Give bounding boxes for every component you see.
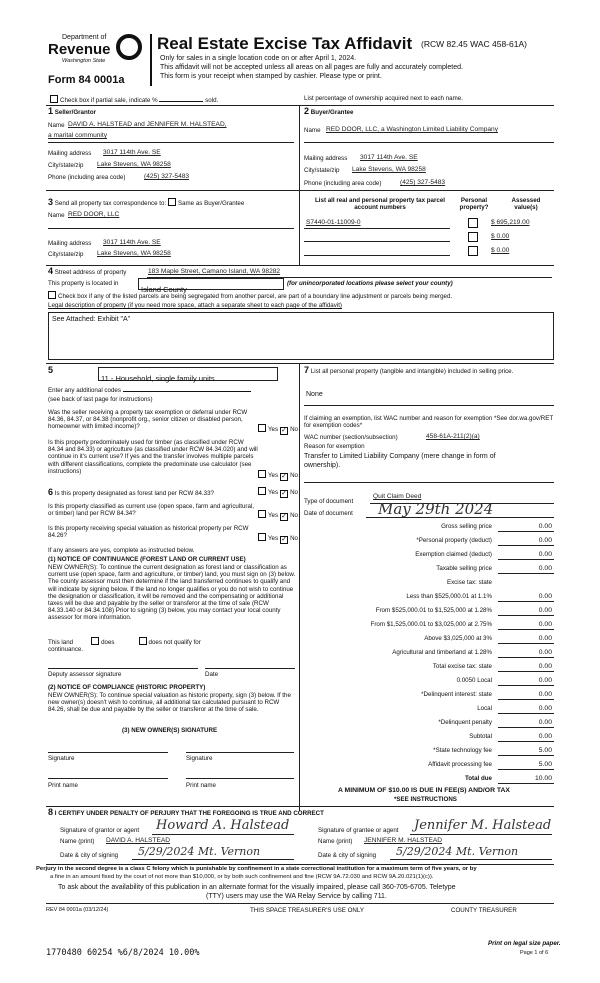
dept-line3: Washington State bbox=[62, 58, 106, 64]
tax-row-rule bbox=[498, 713, 554, 714]
buyer-mailing-label: Mailing address bbox=[304, 155, 348, 162]
seller-name-label: Name bbox=[48, 122, 65, 129]
grantee-sig-rule bbox=[410, 834, 552, 835]
grantor-sig-label: Signature of grantor or agent bbox=[60, 827, 140, 834]
assessed-value-1[interactable]: $ 695,219.00 bbox=[491, 219, 530, 226]
s7-pp-value[interactable]: None bbox=[306, 391, 323, 398]
continuance-label: continuance. bbox=[48, 646, 84, 653]
tax-row-value[interactable]: 5.00 bbox=[538, 747, 552, 754]
county-select[interactable] bbox=[138, 278, 284, 294]
header-divider bbox=[150, 34, 152, 86]
section5-number: 5 bbox=[48, 365, 54, 375]
q-exemption-answer: Yes✓ No bbox=[258, 424, 298, 435]
rule-below-sec4 bbox=[46, 363, 554, 364]
tax-row-label: *Personal property (deduct) bbox=[416, 537, 492, 544]
tax-row-label: *Delinquent interest: state bbox=[421, 691, 492, 698]
tax-row-value[interactable]: 0.00 bbox=[538, 537, 552, 544]
tax-row-label: Affidavit processing fee bbox=[428, 761, 492, 768]
partial-sale-row bbox=[50, 95, 218, 104]
tax-row-value[interactable]: 0.00 bbox=[538, 719, 552, 726]
doc-date-rule bbox=[366, 517, 554, 518]
seller-name-line2[interactable]: a marital community bbox=[48, 132, 107, 139]
seller-phone-label: Phone (including area code) bbox=[48, 174, 126, 181]
seller-rule1 bbox=[48, 142, 294, 143]
tax-row-rule bbox=[498, 699, 554, 700]
q-timber-text: Is this property predominately used for timber (as classified under RCW 84.34 and 84.33) or agriculture (as classified under RCW 84.34.020) and will continue in it's current use? If yes and the transfer involves multiple parcels with different classifications, complete the predominate use calculator (see instructions) bbox=[48, 439, 258, 475]
section3-heading: 3 Send all property tax correspondence to: Same as Buyer/Grantee bbox=[48, 197, 245, 207]
tax-row-rule bbox=[498, 657, 554, 658]
corr-mailing-label: Mailing address bbox=[48, 240, 92, 247]
access-line2: (TTY) users may use the WA Relay Service by calling 711. bbox=[206, 893, 387, 900]
tax-row-value[interactable]: 0.00 bbox=[538, 705, 552, 712]
rev-number: REV 84 0001a (03/12/24) bbox=[46, 907, 109, 913]
tax-row-value[interactable]: 0.00 bbox=[538, 593, 552, 600]
minimum-note: A MINIMUM OF $10.00 IS DUE IN FEE(S) AND/OR TAX bbox=[338, 787, 510, 794]
tax-row-value[interactable]: 0.00 bbox=[538, 607, 552, 614]
form-title: Real Estate Excise Tax Affidavit bbox=[157, 34, 413, 53]
tax-row-rule bbox=[498, 573, 554, 574]
tax-row-value[interactable]: 0.00 bbox=[538, 691, 552, 698]
tax-row-label: Local bbox=[477, 705, 492, 712]
land-use-code-select[interactable] bbox=[98, 367, 278, 381]
tax-row-label: *Delinquent penalty bbox=[438, 719, 492, 726]
reason-label: Reason for exemption bbox=[304, 443, 365, 450]
reason-rule bbox=[304, 482, 554, 483]
notice1-body: NEW OWNER(S): To continue the current designation as forest land or classification as current use (open space, farm and agriculture, or timber) land, you must sign on (3) below. The county assessor must then determine if the land transferred continues to qualify and will indicate by signing below. If the land no longer qualifies or you do not wish to continue the designation or classification, it will be removed and the compensating or additional taxes will be due and payable by the seller or transferor at the time of sale (RCW 84.33.140 or 84.34.108) Prior to signing (3) below, you may contact your local county assessor for more information. bbox=[48, 564, 296, 622]
seller-phone-field[interactable]: (425) 327-5483 bbox=[144, 173, 190, 180]
grantee-date-label: Date & city of signing bbox=[318, 852, 377, 859]
tax-row-label: Exemption claimed (deduct) bbox=[415, 551, 492, 558]
rule-footer bbox=[46, 864, 554, 865]
assessed-value-2[interactable]: $ 0.00 bbox=[491, 233, 510, 240]
parcel-rule1 bbox=[304, 228, 450, 229]
grantor-date-field[interactable]: 5/29/2024 Mt. Vernon bbox=[138, 845, 261, 858]
does-checkbox[interactable] bbox=[91, 637, 99, 645]
section4-street-row: 4 Street address of property bbox=[48, 266, 127, 276]
buyer-rule1 bbox=[304, 142, 554, 143]
deputy-date-line bbox=[205, 668, 295, 669]
pp-rule bbox=[304, 405, 554, 406]
tax-row-value[interactable]: 0.00 bbox=[538, 733, 552, 740]
buyer-mailing-field[interactable]: 3017 114th Ave. SE bbox=[360, 154, 418, 161]
grantor-name-label: Name (print) bbox=[60, 838, 95, 845]
tax-row-value[interactable]: 0.00 bbox=[538, 663, 552, 670]
partial-sale-field[interactable] bbox=[159, 101, 203, 102]
grantee-signature[interactable]: Jennifer M. Halstead bbox=[414, 818, 552, 833]
section1-heading: 1 Seller/Grantor bbox=[48, 106, 97, 116]
form-number: Form 84 0001a bbox=[48, 74, 125, 86]
tax-row-label: Excise tax: state bbox=[446, 579, 492, 586]
grantee-name-label: Name (print) bbox=[318, 838, 353, 845]
owner-sig-line1 bbox=[48, 752, 168, 753]
doc-date-label: Date of document bbox=[304, 510, 353, 517]
tax-row-rule bbox=[498, 783, 554, 784]
doc-date-field[interactable]: May 29th 2024 bbox=[378, 500, 494, 518]
county-treasurer: COUNTY TREASURER bbox=[451, 907, 517, 914]
s6-q1-yes[interactable] bbox=[258, 487, 266, 495]
additional-codes-label: Enter any additional codes bbox=[48, 387, 251, 394]
corr-rule1 bbox=[48, 228, 294, 229]
personal-property-checkbox-1[interactable] bbox=[468, 218, 478, 228]
parcel-rule2 bbox=[304, 241, 450, 242]
tax-row-value[interactable]: 0.00 bbox=[538, 677, 552, 684]
dor-swirl-icon bbox=[116, 34, 142, 60]
access-line1: To ask about the availability of this publication in an alternate format for the visually impaired, please call 360-705-6705. Teletype bbox=[58, 884, 456, 891]
tax-row-value[interactable]: 0.00 bbox=[538, 523, 552, 530]
q-timber-no[interactable] bbox=[280, 473, 288, 481]
parcel-rule3 bbox=[304, 255, 450, 256]
tax-row-rule bbox=[498, 545, 554, 546]
buyer-phone-field[interactable]: (425) 327-5483 bbox=[400, 179, 446, 186]
owner-sig-label1: Signature bbox=[48, 755, 75, 762]
s6-q1-answer: Yes✓ No bbox=[258, 487, 298, 498]
rule-below-parties bbox=[46, 190, 554, 191]
seller-mailing-field[interactable]: 3017 114th Ave. SE bbox=[103, 149, 161, 156]
does-not-checkbox[interactable] bbox=[139, 637, 147, 645]
partial-sale-checkbox[interactable] bbox=[50, 95, 58, 103]
grantee-date-rule bbox=[390, 859, 552, 860]
dept-line2: Revenue bbox=[48, 41, 111, 58]
tax-row-value[interactable]: 0.00 bbox=[538, 621, 552, 628]
s6-q2-answer: Yes✓ No bbox=[258, 510, 298, 521]
tax-row-label: Agricultural and timberland at 1.28% bbox=[392, 649, 492, 656]
tax-row-value[interactable]: 10.00 bbox=[534, 775, 552, 782]
tax-row-value[interactable]: 0.00 bbox=[538, 635, 552, 642]
tax-row-rule bbox=[498, 671, 554, 672]
rule-above-sec8 bbox=[46, 806, 554, 807]
notice2-body: NEW OWNER(S): To continue special valuation as historic property, sign (3) below. If the new owner(s) doesn't wish to continue, all additional tax calculated pursuant to RCW 84.26, shall be due and payable by the seller or transferor at the time of sale. bbox=[48, 692, 291, 714]
personal-column-header: Personal property? bbox=[459, 197, 489, 212]
tax-row-value[interactable]: 0.00 bbox=[538, 551, 552, 558]
buyer-city-label: City/state/zip bbox=[304, 167, 340, 174]
header-sub2: This affidavit will not be accepted unless all areas on all pages are fully and accurately completed. bbox=[160, 64, 463, 71]
grantor-date-label: Date & city of signing bbox=[60, 852, 119, 859]
corr-name-label: Name bbox=[48, 212, 65, 219]
grantor-name-field[interactable]: DAVID A. HALSTEAD bbox=[106, 837, 171, 844]
tax-row-value[interactable]: 5.00 bbox=[538, 761, 552, 768]
list-percentage-note: List percentage of ownership acquired next to each name. bbox=[304, 95, 463, 102]
deputy-date-label: Date bbox=[205, 671, 219, 678]
s6-q3-answer: Yes✓ No bbox=[258, 533, 298, 544]
tax-row-label: Less than $525,000.01 at 1.1% bbox=[406, 593, 492, 600]
doc-type-label: Type of document bbox=[304, 498, 354, 505]
grantee-sig-label: Signature of grantee or agent bbox=[318, 827, 399, 834]
rule-treasurer bbox=[46, 903, 554, 904]
form-title-ref: (RCW 82.45 WAC 458-61A) bbox=[421, 39, 527, 49]
owner-print-line2 bbox=[186, 778, 294, 779]
tax-row-label: Subtotal bbox=[469, 733, 492, 740]
treasurer-use-only: THIS SPACE TREASURER'S USE ONLY bbox=[250, 907, 364, 914]
owner-print-label2: Print name bbox=[186, 782, 216, 789]
buyer-name-field[interactable]: RED DOOR, LLC, a Washington Limited Liability Company bbox=[326, 126, 498, 133]
wac-field[interactable]: 458-61A-211(2)(a) bbox=[426, 433, 480, 440]
assessed-column-header: Assessed value(s) bbox=[511, 197, 541, 212]
tax-row-label: Above $3,025,000 at 3% bbox=[424, 635, 492, 642]
s6-q1-no[interactable] bbox=[280, 490, 288, 498]
wac-label: WAC number (section/subsection) bbox=[304, 434, 398, 441]
cashier-stamp: 1770480 60254 %6/8/2024 10.00% bbox=[46, 948, 200, 958]
this-land-row: This land does does not qualify for bbox=[48, 639, 201, 646]
doc-type-field[interactable]: Quit Claim Deed bbox=[373, 493, 422, 500]
perjury-line1: Perjury in the second degree is a class C felony which is punishable by confinement in a state correctional institution for a maximum term of five years, or by bbox=[36, 866, 477, 872]
q-exemption-no[interactable] bbox=[280, 427, 288, 435]
seller-city-label: City/state/zip bbox=[48, 162, 84, 169]
see-instructions: *SEE INSTRUCTIONS bbox=[394, 796, 457, 803]
additional-codes-field[interactable] bbox=[123, 391, 251, 392]
legal-paper-note: Print on legal size paper. bbox=[488, 940, 561, 947]
deputy-sig-line bbox=[48, 668, 198, 669]
segregation-row: Check box if any of the listed parcels are being segregated from another parcel, are part of a boundary line adjustment or parcels being merged. bbox=[48, 291, 452, 300]
tax-row-label: Total excise tax: state bbox=[432, 663, 492, 670]
q-exemption-yes[interactable] bbox=[258, 424, 266, 432]
s6-q2-yes[interactable] bbox=[258, 510, 266, 518]
buyer-name-label: Name bbox=[304, 127, 321, 134]
s7-personal-property: 7 List all personal property (tangible and intangible) included in selling price. bbox=[304, 365, 514, 375]
tax-row-rule bbox=[498, 685, 554, 686]
header-sub1: Only for sales in a single location code on or after April 1, 2024. bbox=[160, 55, 357, 62]
grantor-signature[interactable]: Howard A. Halstead bbox=[156, 818, 290, 833]
s6-q1-row: 6 Is this property designated as forest land per RCW 84.33? bbox=[48, 487, 214, 497]
same-as-buyer-checkbox[interactable] bbox=[168, 198, 176, 206]
owner-sig-label2: Signature bbox=[186, 755, 213, 762]
owner-print-line1 bbox=[48, 778, 168, 779]
new-owner-sig-title: (3) NEW OWNER(S) SIGNATURE bbox=[122, 727, 218, 734]
q-timber-answer: Yes✓ No bbox=[258, 470, 298, 481]
dept-line1: Department of bbox=[62, 34, 107, 41]
personal-property-checkbox-3[interactable] bbox=[468, 246, 478, 256]
tax-row-rule bbox=[498, 559, 554, 560]
see-back-note: (see back of last page for instructions) bbox=[48, 396, 153, 403]
rule-below-sec3 bbox=[46, 265, 554, 266]
corr-city-label: City/state/zip bbox=[48, 251, 84, 258]
corr-mailing-field[interactable]: 3017 114th Ave. SE bbox=[103, 239, 161, 246]
legal-description-text: See Attached: Exhibit "A" bbox=[52, 316, 131, 323]
corr-name-field[interactable]: RED DOOR, LLC bbox=[68, 211, 120, 218]
deputy-sig-label: Deputy assessor signature bbox=[48, 671, 122, 678]
notice2-title: (2) NOTICE OF COMPLIANCE (HISTORIC PROPERTY) bbox=[48, 684, 206, 691]
sold-label: sold. bbox=[205, 97, 219, 104]
tax-row-label: From $525,000.01 to $1,525,000 at 1.28% bbox=[375, 607, 492, 614]
tax-row-label: Gross selling price bbox=[441, 523, 492, 530]
seller-name-field[interactable]: DAVID A. HALSTEAD and JENNIFER M. HALSTEAD, bbox=[68, 121, 227, 128]
reason-field[interactable]: Transfer to Limited Liability Company (mere change in form of ownership). bbox=[304, 453, 496, 469]
owner-sig-line2 bbox=[186, 752, 294, 753]
seller-mailing-label: Mailing address bbox=[48, 150, 92, 157]
tax-row-rule bbox=[498, 615, 554, 616]
tax-row-rule bbox=[498, 769, 554, 770]
tax-row-rule bbox=[498, 727, 554, 728]
tax-row-value[interactable]: 0.00 bbox=[538, 565, 552, 572]
tax-row-rule bbox=[498, 643, 554, 644]
segregation-checkbox[interactable] bbox=[48, 291, 56, 299]
grantor-date-rule bbox=[132, 859, 294, 860]
parcel-column-header: List all real and personal property tax parcel account numbers bbox=[315, 197, 445, 212]
located-label: This property is located in bbox=[48, 280, 119, 287]
partial-sale-label: Check box if partial sale, indicate % bbox=[60, 97, 158, 104]
header-sub3: This form is your receipt when stamped by cashier. Please type or print. bbox=[160, 73, 382, 80]
section2-heading: 2 Buyer/Grantee bbox=[304, 106, 354, 116]
tax-row-value[interactable]: 0.00 bbox=[538, 649, 552, 656]
s6-q2-text: Is this property classified as current use (open space, farm and agricultural, or timber) land per RCW 84.34? bbox=[48, 503, 255, 518]
personal-property-checkbox-2[interactable] bbox=[468, 232, 478, 242]
property-street-field[interactable]: 183 Maple Street, Camano Island, WA 98282 bbox=[148, 268, 281, 275]
if-yes-note: If any answers are yes, complete as instructed below. bbox=[48, 547, 195, 554]
tax-row-label: Taxable selling price bbox=[436, 565, 492, 572]
legal-desc-label: Legal description of property (if you need more space, attach a separate sheet to each page of the affidavit) bbox=[48, 302, 342, 309]
tax-row-rule bbox=[498, 601, 554, 602]
tax-row-rule bbox=[498, 629, 554, 630]
owner-print-label1: Print name bbox=[48, 782, 78, 789]
county-value: Island County bbox=[141, 285, 187, 294]
column-divider-bottom bbox=[299, 363, 300, 811]
s6-q3-yes[interactable] bbox=[258, 533, 266, 541]
column-divider-top bbox=[299, 105, 300, 265]
notice1-title: (1) NOTICE OF CONTINUANCE (FOREST LAND OR CURRENT USE) bbox=[48, 556, 246, 563]
exemption-question: If claiming an exemption, list WAC number and reason for exemption *See dor.wa.gov/RET for exemption codes* bbox=[304, 415, 553, 430]
grantee-date-field[interactable]: 5/29/2024 Mt. Vernon bbox=[396, 845, 519, 858]
parcel-number-1[interactable]: S7440-01-11009-0 bbox=[306, 219, 361, 226]
tax-row-label: 0.0050 Local bbox=[456, 677, 492, 684]
tax-row-label: Total due bbox=[464, 775, 492, 782]
grantee-name-field[interactable]: JENNIFER M. HALSTEAD bbox=[364, 837, 443, 844]
legal-description-field[interactable] bbox=[48, 312, 554, 360]
tax-row-label: From $1,525,000.01 to $3,025,000 at 2.75% bbox=[370, 621, 492, 628]
s6-q2-no[interactable] bbox=[280, 513, 288, 521]
tax-row-label: *State technology fee bbox=[433, 747, 492, 754]
s6-q3-text: Is this property receiving special valuation as historical property per RCW 84.26? bbox=[48, 525, 249, 540]
grantor-sig-rule bbox=[152, 834, 294, 835]
assessed-value-3[interactable]: $ 0.00 bbox=[491, 247, 510, 254]
seller-city-field[interactable]: Lake Stevens, WA 98258 bbox=[97, 161, 171, 168]
q-exemption-text: Was the seller receiving a property tax exemption or deferral under RCW 84.36, 84.37, or 84.38 (nonprofit org., senior citizen or disabled person, homeowner with limited income)? bbox=[48, 409, 248, 431]
rule-top bbox=[46, 105, 554, 106]
buyer-phone-label: Phone (including area code) bbox=[304, 180, 382, 187]
tax-row-rule bbox=[498, 531, 554, 532]
page-number: Page 1 of 6 bbox=[520, 950, 549, 956]
tax-row-rule bbox=[498, 755, 554, 756]
tax-row-rule bbox=[498, 741, 554, 742]
land-use-code-value: 11 - Household, single family units bbox=[101, 374, 215, 383]
certify-line: 8 I CERTIFY UNDER PENALTY OF PERJURY THAT THE FOREGOING IS TRUE AND CORRECT bbox=[48, 807, 324, 817]
q-timber-yes[interactable] bbox=[258, 470, 266, 478]
perjury-line2: a fine in an amount fixed by the court of not more than $10,000, or by both such confinement and fine (RCW 9A.72.030 and RCW 9A.20.021(1)(c)). bbox=[50, 874, 434, 880]
s6-q3-no[interactable] bbox=[280, 536, 288, 544]
unincorporated-note: (for unincorporated locations please select your county) bbox=[287, 280, 453, 287]
corr-city-field[interactable]: Lake Stevens, WA 98258 bbox=[97, 250, 171, 257]
buyer-city-field[interactable]: Lake Stevens, WA 98258 bbox=[352, 166, 426, 173]
